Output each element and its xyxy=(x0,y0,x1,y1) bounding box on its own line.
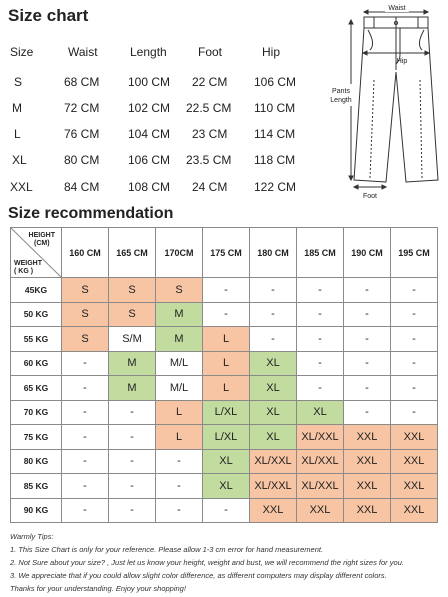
waist-cell: 76 CM xyxy=(64,127,100,141)
height-header: 175 CM xyxy=(203,228,250,278)
size-recommendation-cell: - xyxy=(62,498,109,523)
size-chart-row xyxy=(0,75,310,91)
size-recommendation-cell: - xyxy=(203,498,250,523)
tip-line: 1. This Size Chart is only for your reference. Please allow 1-3 cm error for hand measurement. xyxy=(10,545,324,554)
size-recommendation-cell: XL xyxy=(250,400,297,425)
weight-label: 85 KG xyxy=(11,474,62,499)
height-header: 165 CM xyxy=(109,228,156,278)
size-cell: L xyxy=(14,127,21,141)
size-recommendation-cell: XXL xyxy=(391,449,438,474)
size-recommendation-cell: S/M xyxy=(109,327,156,352)
weight-label: 45KG xyxy=(11,278,62,303)
recommendation-row xyxy=(11,302,438,327)
height-axis-label xyxy=(29,232,55,248)
size-recommendation-cell: XXL xyxy=(391,474,438,499)
foot-label: Foot xyxy=(362,193,378,200)
length-label-line1: Pants xyxy=(332,88,350,95)
header-waist: Waist xyxy=(68,45,98,59)
waist-cell: 72 CM xyxy=(64,101,100,115)
size-recommendation-cell: M xyxy=(156,327,203,352)
size-recommendation-cell: XL xyxy=(203,449,250,474)
size-recommendation-cell: - xyxy=(62,474,109,499)
pants-diagram xyxy=(330,0,445,205)
size-recommendation-cell: - xyxy=(62,376,109,401)
weight-axis-label xyxy=(14,260,42,276)
tips-thanks: Thanks for your understanding. Enjoy your shopping! xyxy=(10,584,186,593)
size-recommendation-cell: XL/XXL xyxy=(297,449,344,474)
waist-cell: 80 CM xyxy=(64,153,100,167)
header-length: Length xyxy=(130,45,167,59)
size-recommendation-cell: - xyxy=(203,302,250,327)
weight-label: 55 KG xyxy=(11,327,62,352)
size-recommendation-cell: XXL xyxy=(391,498,438,523)
foot-cell: 24 CM xyxy=(192,180,228,194)
size-recommendation-cell: L/XL xyxy=(203,400,250,425)
size-chart-row xyxy=(0,101,310,117)
size-recommendation-cell: - xyxy=(391,278,438,303)
tips-heading: Warmly Tips: xyxy=(10,532,54,541)
size-recommendation-cell: - xyxy=(62,400,109,425)
tip-line: 2. Not Sure about your size? , Just let us know your height, weight and bust, we will recommend the right sizes for you. xyxy=(10,558,404,567)
height-header: 180 CM xyxy=(250,228,297,278)
recommendation-row xyxy=(11,449,438,474)
recommendation-row xyxy=(11,425,438,450)
length-cell: 104 CM xyxy=(128,127,171,141)
waist-cell: 84 CM xyxy=(64,180,100,194)
height-label-line1: HEIGHT xyxy=(28,232,55,239)
header-size: Size xyxy=(10,45,34,59)
size-recommendation-cell: XL xyxy=(297,400,344,425)
length-cell: 108 CM xyxy=(128,180,171,194)
size-recommendation-cell: M/L xyxy=(156,376,203,401)
size-recommendation-cell: - xyxy=(297,376,344,401)
size-recommendation-cell: - xyxy=(344,278,391,303)
size-recommendation-cell: XXL xyxy=(344,498,391,523)
size-recommendation-cell: L xyxy=(203,351,250,376)
size-recommendation-cell: - xyxy=(109,425,156,450)
recommendation-row xyxy=(11,351,438,376)
recommendation-row xyxy=(11,474,438,499)
foot-cell: 23.5 CM xyxy=(186,153,232,167)
size-cell: XL xyxy=(12,153,27,167)
size-recommendation-cell: L/XL xyxy=(203,425,250,450)
recommendation-row xyxy=(11,400,438,425)
size-recommendation-cell: - xyxy=(391,302,438,327)
size-recommendation-cell: S xyxy=(62,302,109,327)
size-recommendation-cell: - xyxy=(62,449,109,474)
size-recommendation-cell: - xyxy=(344,351,391,376)
recommendation-header-row xyxy=(11,228,438,278)
recommendation-row xyxy=(11,376,438,401)
size-recommendation-cell: M xyxy=(156,302,203,327)
hip-cell: 106 CM xyxy=(254,75,297,89)
size-recommendation-cell: - xyxy=(391,351,438,376)
size-recommendation-cell: S xyxy=(109,302,156,327)
weight-label: 80 KG xyxy=(11,449,62,474)
size-recommendation-cell: S xyxy=(62,327,109,352)
size-chart-title: Size chart xyxy=(8,6,89,25)
size-cell: S xyxy=(14,75,23,89)
size-chart-row xyxy=(0,127,310,143)
size-recommendation-cell: - xyxy=(391,376,438,401)
size-chart-header-row xyxy=(0,45,310,61)
size-recommendation-cell: M/L xyxy=(156,351,203,376)
height-header: 170CM xyxy=(156,228,203,278)
size-recommendation-cell: - xyxy=(250,302,297,327)
size-recommendation-cell: XXL xyxy=(344,474,391,499)
size-recommendation-cell: XL/XXL xyxy=(297,425,344,450)
length-cell: 100 CM xyxy=(128,75,171,89)
size-recommendation-cell: - xyxy=(297,302,344,327)
weight-label: 50 KG xyxy=(11,302,62,327)
size-recommendation-cell: XL xyxy=(250,376,297,401)
size-recommendation-cell: XL xyxy=(250,351,297,376)
size-recommendation-cell: - xyxy=(344,376,391,401)
size-recommendation-cell: L xyxy=(203,327,250,352)
hip-label: Hip xyxy=(396,58,408,65)
size-recommendation-cell: XXL xyxy=(391,425,438,450)
size-recommendation-cell: S xyxy=(109,278,156,303)
size-recommendation-cell: - xyxy=(109,400,156,425)
size-recommendation-cell: - xyxy=(250,327,297,352)
weight-label: 90 KG xyxy=(11,498,62,523)
warmly-tips xyxy=(10,530,404,595)
size-recommendation-cell: - xyxy=(109,449,156,474)
size-recommendation-cell: - xyxy=(344,327,391,352)
size-recommendation-cell: XL/XXL xyxy=(250,474,297,499)
height-header: 195 CM xyxy=(391,228,438,278)
size-recommendation-cell: - xyxy=(297,278,344,303)
size-recommendation-cell: XXL xyxy=(297,498,344,523)
recommendation-row xyxy=(11,278,438,303)
size-recommendation-cell: - xyxy=(203,278,250,303)
hip-cell: 114 CM xyxy=(254,127,296,141)
size-recommendation-cell: XL xyxy=(250,425,297,450)
size-recommendation-cell: L xyxy=(156,400,203,425)
recommendation-row xyxy=(11,327,438,352)
size-recommendation-cell: XL/XXL xyxy=(250,449,297,474)
size-recommendation-cell: - xyxy=(297,327,344,352)
length-label-line2: Length xyxy=(330,97,352,104)
size-chart-row xyxy=(0,180,310,196)
size-recommendation-title: Size recommendation xyxy=(8,205,174,222)
length-cell: 106 CM xyxy=(128,153,171,167)
waist-cell: 68 CM xyxy=(64,75,100,89)
size-recommendation-cell: - xyxy=(109,498,156,523)
height-label-line2: (CM) xyxy=(33,240,50,247)
foot-cell: 22.5 CM xyxy=(186,101,232,115)
corner-cell xyxy=(11,228,62,278)
header-foot: Foot xyxy=(198,45,223,59)
size-recommendation-cell: L xyxy=(203,376,250,401)
size-chart-row xyxy=(0,153,310,169)
recommendation-row xyxy=(11,498,438,523)
size-recommendation-cell: L xyxy=(156,425,203,450)
waist-label: Waist xyxy=(388,5,406,12)
size-recommendation-cell: XXL xyxy=(344,425,391,450)
size-recommendation-cell: XL xyxy=(203,474,250,499)
size-recommendation-cell: M xyxy=(109,351,156,376)
size-recommendation-cell: - xyxy=(391,327,438,352)
size-recommendation-cell: XXL xyxy=(344,449,391,474)
hip-cell: 110 CM xyxy=(254,101,296,115)
hip-cell: 118 CM xyxy=(254,153,296,167)
size-cell: XXL xyxy=(10,180,33,194)
hip-cell: 122 CM xyxy=(254,180,297,194)
weight-label-line1: WEIGHT xyxy=(14,260,42,267)
weight-label: 65 KG xyxy=(11,376,62,401)
size-cell: M xyxy=(12,101,22,115)
size-recommendation-cell: S xyxy=(156,278,203,303)
size-recommendation-cell: - xyxy=(156,498,203,523)
size-recommendation-cell: XXL xyxy=(250,498,297,523)
weight-label-line2: ( KG ) xyxy=(14,268,34,275)
size-recommendation-cell: M xyxy=(109,376,156,401)
foot-cell: 22 CM xyxy=(192,75,228,89)
size-recommendation-cell: - xyxy=(156,474,203,499)
size-recommendation-cell: XL/XXL xyxy=(297,474,344,499)
weight-label: 60 KG xyxy=(11,351,62,376)
size-recommendation-cell: - xyxy=(62,351,109,376)
size-recommendation-cell: - xyxy=(344,400,391,425)
header-hip: Hip xyxy=(262,45,281,59)
size-recommendation-cell: - xyxy=(297,351,344,376)
weight-label: 75 KG xyxy=(11,425,62,450)
height-header: 190 CM xyxy=(344,228,391,278)
recommendation-table xyxy=(10,227,438,523)
size-recommendation-cell: - xyxy=(344,302,391,327)
weight-label: 70 KG xyxy=(11,400,62,425)
size-recommendation-cell: - xyxy=(391,400,438,425)
size-recommendation-cell: S xyxy=(62,278,109,303)
size-recommendation-cell: - xyxy=(156,449,203,474)
size-recommendation-cell: - xyxy=(109,474,156,499)
height-header: 160 CM xyxy=(62,228,109,278)
height-header: 185 CM xyxy=(297,228,344,278)
size-recommendation-cell: - xyxy=(250,278,297,303)
length-cell: 102 CM xyxy=(128,101,171,115)
size-recommendation-cell: - xyxy=(62,425,109,450)
foot-cell: 23 CM xyxy=(192,127,228,141)
tip-line: 3. We appreciate that if you could allow slight color difference, as different computers may display different colors. xyxy=(10,571,387,580)
